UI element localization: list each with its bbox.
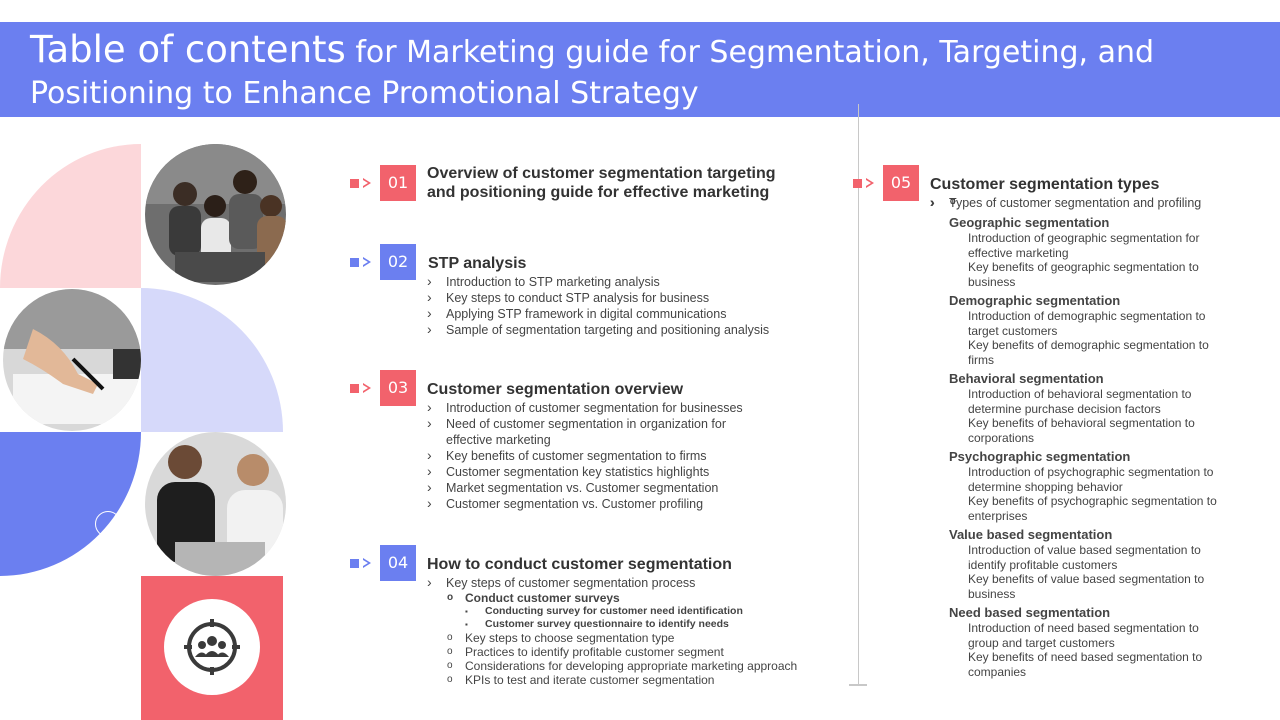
business-photo-circle — [145, 432, 286, 576]
list-subitem: o Practices to identify profitable customer segment — [427, 645, 847, 659]
play-icon — [363, 257, 371, 267]
section-02-marker — [350, 257, 371, 267]
list-subitem: o Introduction of behavioral segmentation to determine purchase decision factors — [930, 387, 1230, 416]
list-item-behavioral: › Behavioral segmentation — [930, 371, 1230, 387]
play-icon — [363, 383, 371, 393]
list-subitem: o Considerations for developing appropriate marketing approach — [427, 659, 847, 673]
section-03-list — [427, 400, 767, 512]
list-item-psychographic: › Psychographic segmentation — [930, 449, 1230, 465]
writing-photo-circle — [3, 289, 141, 431]
section-01-title: Overview of customer segmentation targeting and positioning guide for effective marketing — [427, 165, 776, 201]
list-item: › Types of customer segmentation and profiling — [930, 195, 1230, 211]
list-item: › Market segmentation vs. Customer segmentation — [427, 480, 767, 496]
list-subsubitem: ▪ Customer survey questionnaire to identify needs — [427, 618, 847, 631]
marker-square — [350, 179, 359, 188]
list-subitem: o Key benefits of need based segmentation to companies — [930, 650, 1230, 679]
list-item-need-based: › Need based segmentation — [930, 605, 1230, 621]
list-subitem: o KPIs to test and iterate customer segmentation — [427, 673, 847, 687]
team-photo-circle — [145, 144, 286, 285]
list-subitem: o Key benefits of geographic segmentation to business — [930, 260, 1230, 289]
list-item-demographic: › Demographic segmentation — [930, 293, 1230, 309]
white-circle — [164, 599, 260, 695]
list-subitem: o Key benefits of psychographic segmentation to enterprises — [930, 494, 1230, 523]
section-04-number: 04 — [380, 545, 416, 581]
marker-square — [350, 384, 359, 393]
column-divider-foot — [849, 684, 867, 686]
list-subitem: o Key benefits of behavioral segmentation to corporations — [930, 416, 1230, 445]
list-subitem: o Key steps to choose segmentation type — [427, 631, 847, 645]
column-divider — [858, 104, 859, 686]
list-item: › Introduction of customer segmentation for businesses — [427, 400, 767, 416]
list-item: › Customer segmentation key statistics highlights — [427, 464, 767, 480]
list-subitem: o Introduction of value based segmentation to identify profitable customers — [930, 543, 1230, 572]
list-item: › Key benefits of customer segmentation to firms — [427, 448, 767, 464]
section-05-title: Customer segmentation types — [930, 176, 1160, 193]
section-03-number: 03 — [380, 370, 416, 406]
list-subitem: o Introduction of demographic segmentation to target customers — [930, 309, 1230, 338]
decorative-ring — [95, 511, 121, 537]
lavender-quarter-circle — [141, 288, 283, 432]
page-title-line2: Positioning to Enhance Promotional Strategy — [30, 76, 699, 111]
list-subitem: o Key benefits of value based segmentation to business — [930, 572, 1230, 601]
marker-square — [350, 258, 359, 267]
list-item: › Key steps to conduct STP analysis for business — [427, 290, 847, 306]
section-05-list — [930, 195, 1230, 679]
section-05-marker — [853, 178, 874, 188]
red-icon-tile — [141, 576, 283, 720]
list-subitem: o Introduction of psychographic segmentation to determine shopping behavior — [930, 465, 1230, 494]
section-05-number: 05 — [883, 165, 919, 201]
list-subitem: o Key benefits of demographic segmentation to firms — [930, 338, 1230, 367]
list-item: › Customer segmentation vs. Customer profiling — [427, 496, 767, 512]
list-item: › Applying STP framework in digital communications — [427, 306, 847, 322]
list-item: › Sample of segmentation targeting and positioning analysis — [427, 322, 847, 338]
section-02-number: 02 — [380, 244, 416, 280]
list-subitem: o Conduct customer surveys — [427, 591, 847, 605]
play-icon — [363, 558, 371, 568]
list-item-geographic: › Geographic segmentation — [930, 215, 1230, 231]
header-banner — [0, 22, 1280, 117]
section-03-title: Customer segmentation overview — [427, 381, 684, 398]
section-01-number: 01 — [380, 165, 416, 201]
section-04-title: How to conduct customer segmentation — [427, 556, 732, 573]
list-item: › Key steps of customer segmentation process — [427, 575, 847, 591]
list-subitem: o Introduction of geographic segmentation for effective marketing — [930, 231, 1230, 260]
list-subitem: o Introduction of need based segmentation to group and target customers — [930, 621, 1230, 650]
list-item: › Introduction to STP marketing analysis — [427, 274, 847, 290]
page-title: Table of contents for Marketing guide for Segmentation, Targeting, and — [30, 28, 1155, 71]
pink-quarter-circle — [0, 144, 141, 288]
list-item: › Need of customer segmentation in organization for effective marketing — [427, 416, 767, 448]
list-subsubitem: ▪ Conducting survey for customer need identification — [427, 605, 847, 618]
section-02-title: STP analysis — [428, 255, 527, 272]
team-target-icon — [184, 619, 240, 675]
play-icon — [363, 178, 371, 188]
section-03-marker — [350, 383, 371, 393]
blue-quarter-circle — [0, 432, 141, 576]
section-01-marker — [350, 178, 371, 188]
marker-square — [350, 559, 359, 568]
play-icon — [866, 178, 874, 188]
marker-square — [853, 179, 862, 188]
section-02-list — [427, 274, 847, 338]
section-04-list — [427, 575, 847, 687]
section-04-marker — [350, 558, 371, 568]
list-item-value-based: › Value based segmentation — [930, 527, 1230, 543]
